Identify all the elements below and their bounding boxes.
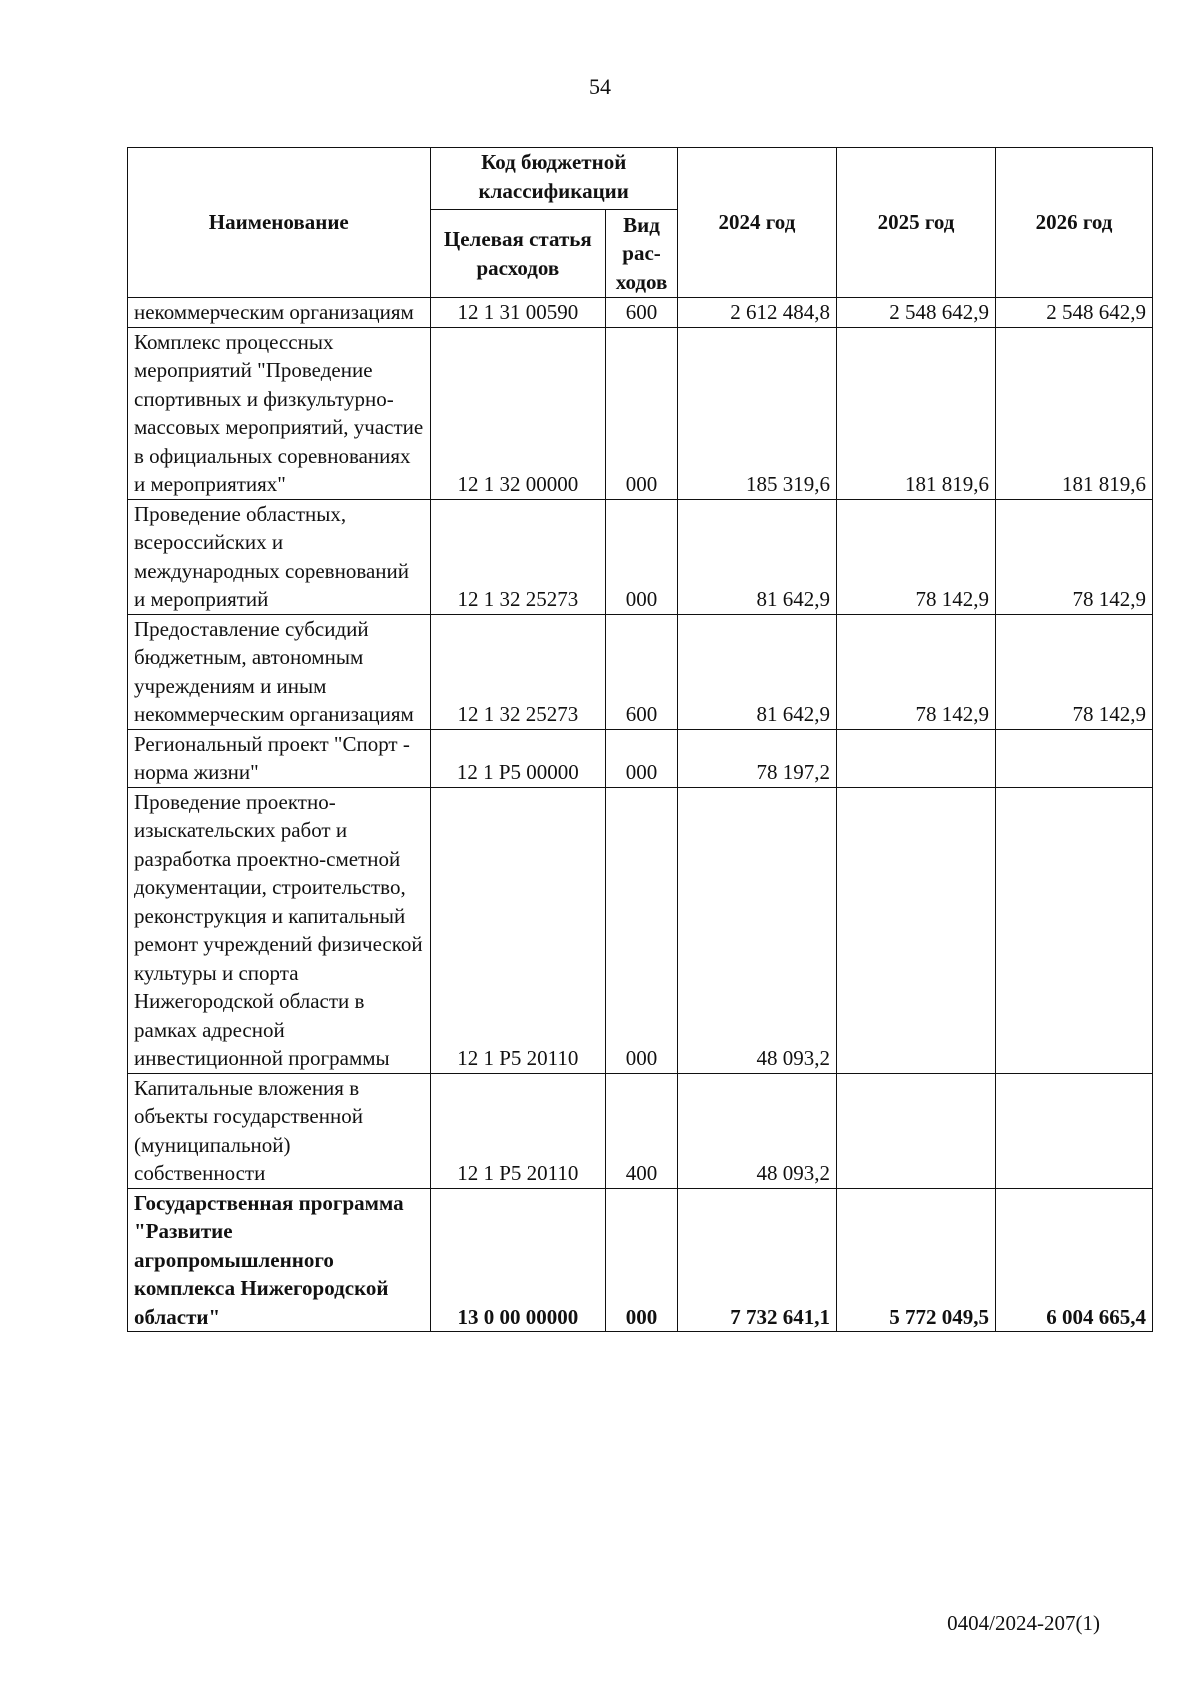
row-value-2026: 6 004 665,4 xyxy=(996,1188,1153,1332)
header-2024: 2024 год xyxy=(677,148,836,298)
row-name: Государственная программа "Развитие агропромышленного комплекса Нижегородской области" xyxy=(128,1188,431,1332)
row-target-code: 13 0 00 00000 xyxy=(430,1188,606,1332)
row-value-2024: 48 093,2 xyxy=(677,1073,836,1188)
table-row xyxy=(128,298,1153,328)
row-value-2025: 5 772 049,5 xyxy=(836,1188,995,1332)
row-value-2024: 7 732 641,1 xyxy=(677,1188,836,1332)
row-value-2026 xyxy=(996,729,1153,787)
header-kind: Вид рас-ходов xyxy=(606,210,678,298)
header-target: Целевая статья расходов xyxy=(430,210,606,298)
row-value-2024: 81 642,9 xyxy=(677,499,836,614)
row-value-2026 xyxy=(996,787,1153,1073)
row-kind-code: 000 xyxy=(606,787,678,1073)
table-row xyxy=(128,729,1153,787)
row-target-code: 12 1 32 00000 xyxy=(430,327,606,499)
row-value-2026 xyxy=(996,1073,1153,1188)
row-kind-code: 600 xyxy=(606,298,678,328)
table-header xyxy=(128,148,1153,298)
row-value-2024: 185 319,6 xyxy=(677,327,836,499)
budget-table xyxy=(127,147,1153,1332)
row-value-2024: 78 197,2 xyxy=(677,729,836,787)
row-kind-code: 400 xyxy=(606,1073,678,1188)
table-row xyxy=(128,787,1153,1073)
page-number: 54 xyxy=(589,74,611,99)
row-target-code: 12 1 P5 00000 xyxy=(430,729,606,787)
header-2026: 2026 год xyxy=(996,148,1153,298)
row-value-2025 xyxy=(836,787,995,1073)
table-row xyxy=(128,327,1153,499)
row-kind-code: 000 xyxy=(606,729,678,787)
table-row xyxy=(128,1188,1153,1332)
row-value-2024: 2 612 484,8 xyxy=(677,298,836,328)
row-value-2026: 78 142,9 xyxy=(996,499,1153,614)
row-name: Региональный проект "Спорт - норма жизни" xyxy=(128,729,431,787)
row-value-2026: 181 819,6 xyxy=(996,327,1153,499)
row-value-2025 xyxy=(836,1073,995,1188)
row-value-2024: 81 642,9 xyxy=(677,614,836,729)
row-target-code: 12 1 P5 20110 xyxy=(430,787,606,1073)
row-target-code: 12 1 P5 20110 xyxy=(430,1073,606,1188)
row-target-code: 12 1 32 25273 xyxy=(430,614,606,729)
document-code: 0404/2024-207(1) xyxy=(947,1611,1100,1635)
row-kind-code: 000 xyxy=(606,1188,678,1332)
header-name: Наименование xyxy=(128,148,431,298)
row-value-2026: 2 548 642,9 xyxy=(996,298,1153,328)
table-row xyxy=(128,614,1153,729)
row-value-2025 xyxy=(836,729,995,787)
header-2025: 2025 год xyxy=(836,148,995,298)
row-value-2025: 78 142,9 xyxy=(836,499,995,614)
row-value-2025: 78 142,9 xyxy=(836,614,995,729)
row-name: некоммерческим организациям xyxy=(128,298,431,328)
row-name: Комплекс процессных мероприятий "Проведение спортивных и физкультурно-массовых мероприятий, участие в официальных соревнованиях и мероприятиях" xyxy=(128,327,431,499)
row-value-2025: 2 548 642,9 xyxy=(836,298,995,328)
row-name: Проведение областных, всероссийских и международных соревнований и мероприятий xyxy=(128,499,431,614)
table-row xyxy=(128,499,1153,614)
row-target-code: 12 1 32 25273 xyxy=(430,499,606,614)
row-value-2025: 181 819,6 xyxy=(836,327,995,499)
row-name: Предоставление субсидий бюджетным, автономным учреждениям и иным некоммерческим организациям xyxy=(128,614,431,729)
row-value-2024: 48 093,2 xyxy=(677,787,836,1073)
header-code-group: Код бюджетной классификации xyxy=(430,148,677,210)
table-row xyxy=(128,1073,1153,1188)
row-kind-code: 000 xyxy=(606,499,678,614)
row-kind-code: 000 xyxy=(606,327,678,499)
row-target-code: 12 1 31 00590 xyxy=(430,298,606,328)
row-name: Проведение проектно-изыскательских работ и разработка проектно-сметной документации, строительство, реконструкция и капитальный ремонт учреждений физической культуры и спорта Нижегородской области в рамках адресной инвестиционной программы xyxy=(128,787,431,1073)
table-body xyxy=(128,298,1153,1332)
row-value-2026: 78 142,9 xyxy=(996,614,1153,729)
row-kind-code: 600 xyxy=(606,614,678,729)
row-name: Капитальные вложения в объекты государственной (муниципальной) собственности xyxy=(128,1073,431,1188)
